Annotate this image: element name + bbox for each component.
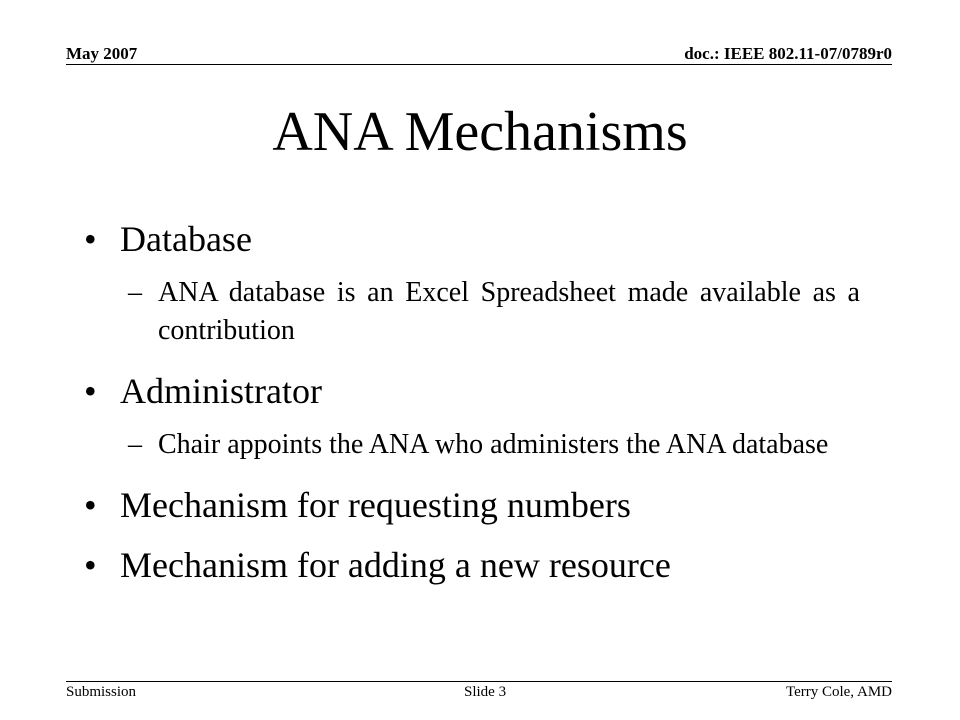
bullet-text: Mechanism for adding a new resource — [120, 545, 671, 585]
footer-rule — [66, 681, 892, 682]
header-date: May 2007 — [66, 44, 138, 63]
sub-bullet-text: Chair appoints the ANA who administers the ANA database — [158, 429, 829, 460]
sub-bullet-dash: – — [128, 429, 142, 460]
header-rule — [66, 64, 892, 65]
bullet-text: Administrator — [120, 371, 322, 411]
sub-bullet-text: ANA database is an Excel Spreadsheet made available as a contribution — [158, 277, 860, 346]
sub-bullet-administrator — [80, 426, 860, 464]
bullet-dot: • — [84, 219, 97, 259]
bullet-dot: • — [84, 545, 97, 585]
sub-bullet-dash: – — [128, 277, 142, 308]
bullet-database — [80, 214, 860, 264]
bullet-text: Mechanism for requesting numbers — [120, 485, 631, 525]
bullet-text: Database — [120, 219, 252, 259]
footer-submission: Submission — [66, 684, 137, 700]
footer-slide-number: Slide 3 — [464, 684, 507, 700]
header-doc-id: doc.: IEEE 802.11-07/0789r0 — [684, 44, 892, 63]
bullet-new-resource — [80, 540, 860, 590]
bullet-dot: • — [84, 485, 97, 525]
slide-title: ANA Mechanisms — [272, 101, 688, 163]
slide-content — [80, 214, 860, 600]
bullet-requesting-numbers — [80, 480, 860, 530]
footer-author: Terry Cole, AMD — [785, 684, 892, 700]
sub-bullet-database — [80, 274, 860, 350]
bullet-administrator — [80, 366, 860, 416]
bullet-dot: • — [84, 371, 97, 411]
